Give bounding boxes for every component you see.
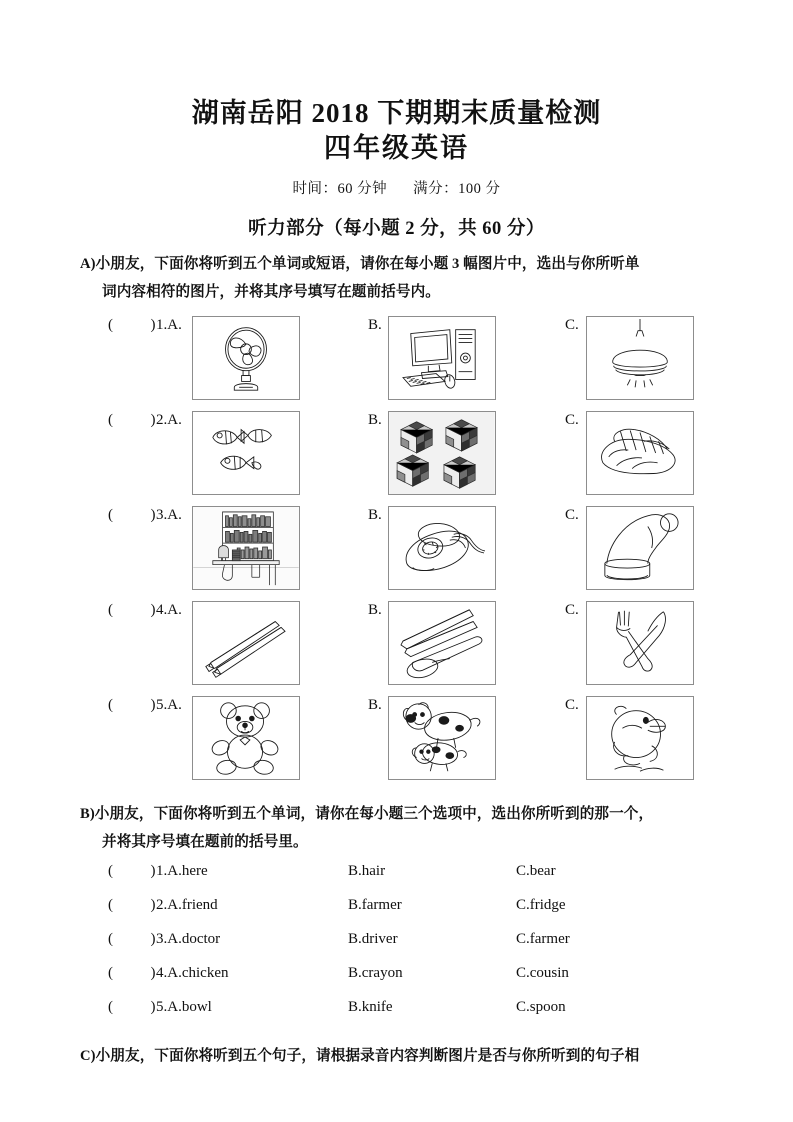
page-subtitle: 四年级英语	[324, 132, 469, 163]
santa-hat-picture[interactable]	[586, 506, 694, 590]
answer-bracket[interactable]: ( )	[108, 931, 156, 948]
word-option-a[interactable]: 4.A.chicken	[156, 965, 229, 982]
section-a-instruction	[80, 250, 713, 307]
question-number: 4.	[156, 601, 168, 618]
time-label: 时间：60 分钟	[292, 180, 388, 197]
dalmatian-dogs-picture[interactable]	[388, 696, 496, 780]
word-option-c[interactable]: C.bear	[516, 863, 556, 880]
picture-question-row	[80, 600, 713, 695]
section-b-tag: B)	[80, 805, 95, 822]
word-option-c[interactable]: C.spoon	[516, 999, 566, 1016]
answer-bracket[interactable]: ( )	[108, 965, 156, 982]
word-option-b[interactable]: B.hair	[348, 863, 386, 880]
section-c-instruction-line1: 小朋友，下面你将听到五个句子，请根据录音内容判断图片是否与你所听到的句子相	[95, 1048, 640, 1065]
word-option-c[interactable]: C.farmer	[516, 931, 570, 948]
picture-question-row	[80, 505, 713, 600]
ceiling-lamp-picture[interactable]	[586, 316, 694, 400]
fish-picture[interactable]	[192, 411, 300, 495]
chopsticks-and-spoon-picture[interactable]	[388, 601, 496, 685]
option-label-b: B.	[368, 411, 382, 428]
word-option-row	[80, 860, 713, 894]
question-number: 1.	[156, 316, 168, 333]
answer-bracket[interactable]: ( )	[108, 601, 156, 618]
option-label-c: C.	[565, 506, 579, 523]
option-label-c: C.	[565, 601, 579, 618]
option-label-a: A.	[167, 601, 182, 618]
question-number-and-label-a	[156, 317, 182, 334]
option-label-a: A.	[167, 316, 182, 333]
section-b-instruction-line1: 小朋友，下面你将听到五个单词，请你在每小题三个选项中，选出你所听到的那一个，	[94, 805, 654, 822]
option-label-a: A.	[167, 506, 182, 523]
answer-bracket[interactable]: ( )	[108, 897, 156, 914]
word-option-a[interactable]: 2.A.friend	[156, 897, 218, 914]
listening-section-title: 听力部分（每小题 2 分，共 60 分）	[248, 218, 545, 239]
word-option-row	[80, 894, 713, 928]
option-label-b: B.	[368, 601, 382, 618]
section-a-tag: A)	[80, 255, 96, 272]
question-number-and-label-a	[156, 602, 182, 619]
puzzle-cubes-picture[interactable]	[388, 411, 496, 495]
word-option-a[interactable]: 3.A.doctor	[156, 931, 221, 948]
word-option-b[interactable]: B.driver	[348, 931, 398, 948]
option-label-b: B.	[368, 316, 382, 333]
question-number-and-label-a	[156, 697, 182, 714]
word-option-b[interactable]: B.crayon	[348, 965, 403, 982]
section-b-instruction	[80, 800, 713, 857]
answer-bracket[interactable]: ( )	[108, 411, 156, 428]
question-number: 5.	[156, 696, 168, 713]
picture-question-list	[80, 315, 713, 790]
question-number-and-label-a	[156, 412, 182, 429]
option-label-c: C.	[565, 696, 579, 713]
option-label-b: B.	[368, 506, 382, 523]
picture-question-row	[80, 410, 713, 505]
answer-bracket[interactable]: ( )	[108, 696, 156, 713]
score-label: 满分：100 分	[413, 180, 501, 197]
electric-fan-picture[interactable]	[192, 316, 300, 400]
word-option-list	[80, 860, 713, 1030]
teddy-bear-picture[interactable]	[192, 696, 300, 780]
option-label-a: A.	[167, 411, 182, 428]
answer-bracket[interactable]: ( )	[108, 863, 156, 880]
word-option-row	[80, 996, 713, 1030]
answer-bracket[interactable]: ( )	[108, 999, 156, 1016]
question-number-and-label-a	[156, 507, 182, 524]
telephone-picture[interactable]	[388, 506, 496, 590]
section-a-instruction-line2: 词内容相符的图片，并将其序号填写在题前括号内。	[102, 284, 440, 301]
word-option-b[interactable]: B.farmer	[348, 897, 402, 914]
duck-picture[interactable]	[586, 696, 694, 780]
fork-and-knife-picture[interactable]	[586, 601, 694, 685]
word-option-c[interactable]: C.fridge	[516, 897, 566, 914]
word-option-a[interactable]: 1.A.here	[156, 863, 208, 880]
option-label-c: C.	[565, 411, 579, 428]
section-c-tag: C)	[80, 1048, 96, 1065]
option-label-c: C.	[565, 316, 579, 333]
picture-question-row	[80, 695, 713, 790]
section-b-instruction-line2: 并将其序号填在题前的括号里。	[102, 834, 308, 850]
chopsticks-picture[interactable]	[192, 601, 300, 685]
bookshelf-picture[interactable]	[192, 506, 300, 590]
word-option-a[interactable]: 5.A.bowl	[156, 999, 212, 1016]
answer-bracket[interactable]: ( )	[108, 506, 156, 523]
section-a-instruction-line1: 小朋友，下面你将听到五个单词或短语，请你在每小题 3 幅图片中，选出与你所听单	[95, 255, 640, 272]
answer-bracket[interactable]: ( )	[108, 316, 156, 333]
question-number: 3.	[156, 506, 168, 523]
word-option-row	[80, 962, 713, 996]
desktop-computer-picture[interactable]	[388, 316, 496, 400]
exam-meta	[80, 177, 713, 198]
word-option-row	[80, 928, 713, 962]
word-option-b[interactable]: B.knife	[348, 999, 393, 1016]
bread-picture[interactable]	[586, 411, 694, 495]
option-label-a: A.	[167, 696, 182, 713]
word-option-c[interactable]: C.cousin	[516, 965, 569, 982]
question-number: 2.	[156, 411, 168, 428]
picture-question-row	[80, 315, 713, 410]
page-title: 湖南岳阳 2018 下期期末质量检测	[191, 98, 602, 128]
option-label-b: B.	[368, 696, 382, 713]
section-c-instruction	[80, 1042, 713, 1070]
